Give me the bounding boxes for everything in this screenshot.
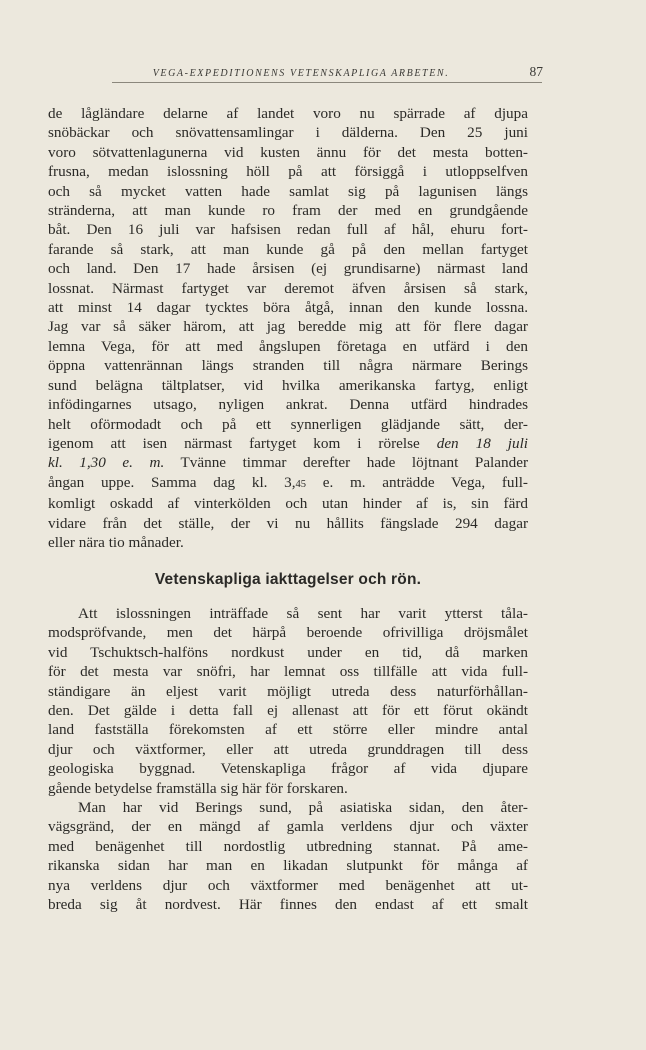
text-line: komligt oskadd af vinterkölden och utan hinder af is, sin färd bbox=[48, 495, 528, 513]
italic-date: den 18 juli bbox=[436, 434, 529, 452]
text-line: lossnat. Närmast fartyget var deremot äfven årsisen så stark, bbox=[48, 279, 528, 297]
text-line: frusna, medan islossning höll på att försiggå i utloppselfven bbox=[48, 163, 528, 181]
italic-time: kl. 1,30 e. m. bbox=[48, 454, 165, 472]
text-line: gående betydelse framställa sig här för forskaren. bbox=[48, 779, 348, 797]
text-segment: e. m. anträdde Vega, full- bbox=[306, 473, 528, 491]
paragraph-2 bbox=[48, 604, 528, 798]
text-line: farande så stark, att man kunde gå på den mellan fartyget bbox=[48, 240, 528, 258]
text-line: vid Tschuktsch-halföns nordkust under en tid, då marken bbox=[48, 643, 528, 661]
text-line: stränderna, att man kunde ro fram der med en grundgående bbox=[48, 202, 528, 220]
text-line: och land. Den 17 hade årsisen (ej grundisarne) närmast land bbox=[48, 260, 528, 278]
text-line: helt oförmodadt och på ett synnerligen glädjande sätt, der- bbox=[48, 415, 528, 433]
text-line: infödingarnes utsago, nyligen ankrat. Denna utfärd hindrades bbox=[48, 396, 528, 414]
text-line: att minst 14 dagar tycktes böra åtgå, innan den kunde lossna. bbox=[48, 299, 528, 317]
text-line: båt. Den 16 juli var hafsisen redan full af hål, ehuru fort- bbox=[48, 221, 528, 239]
text-line: land fastställa förekomsten af ett större eller mindre antal bbox=[48, 721, 528, 739]
header-rule bbox=[112, 82, 542, 83]
text-line: modspröfvande, men det härpå beroende ofrivilliga dröjsmålet bbox=[48, 624, 528, 642]
text-segment: Tvänne timmar derefter hade löjtnant Palander bbox=[164, 454, 529, 472]
text-segment: igenom att isen närmast fartyget kom i rörelse bbox=[48, 434, 420, 452]
text-line: Att islossningen inträffade så sent har varit ytterst tåla- bbox=[78, 605, 528, 622]
text-line: sund belägna tältplatser, vid hvilka amerikanska fartyg, enligt bbox=[48, 376, 528, 394]
paragraph-3 bbox=[48, 798, 528, 914]
text-line: den. Det gälde i detta fall ej allenast att för ett förut okändt bbox=[48, 702, 528, 720]
running-title: VEGA-EXPEDITIONENS VETENSKAPLIGA ARBETEN. bbox=[152, 68, 450, 79]
text-line: Jag var så säker härom, att jag beredde mig att för flere dagar bbox=[48, 318, 528, 336]
small-figures: 45 bbox=[295, 478, 307, 490]
page-number: 87 bbox=[529, 64, 543, 79]
paragraph-1 bbox=[48, 104, 528, 552]
text-line bbox=[48, 473, 528, 494]
text-line: de lågländare delarne af landet voro nu spärrade af djupa bbox=[48, 105, 528, 122]
text-line: djur och växtformer, eller att utreda grunddragen till dess bbox=[48, 740, 528, 758]
text-line bbox=[48, 434, 528, 453]
text-line: Man har vid Berings sund, på asiatiska sidan, den åter- bbox=[78, 799, 528, 816]
text-line: nya verldens djur och växtformer med benägenhet att ut- bbox=[48, 876, 528, 894]
text-line: rikanska sidan har man en likadan slutpunkt för många af bbox=[48, 857, 528, 875]
section-heading: Vetenskapliga iakttagelser och rön. bbox=[154, 571, 422, 588]
text-line: lemna Vega, för att med ångslupen företaga en utfärd i den bbox=[48, 337, 528, 355]
text-segment: ångan uppe. Samma dag kl. 3, bbox=[48, 473, 296, 491]
text-line: snöbäckar och snövattensamlingar i dälderna. Den 25 juni bbox=[48, 124, 528, 142]
text-line: för det mesta var snöfri, har lemnat oss tillfälle att vida full- bbox=[48, 663, 528, 681]
text-line: breda sig åt nordvest. Här finnes den endast af ett smalt bbox=[48, 896, 528, 914]
text-line: och så mycket vatten hade samlat sig på lagunisen längs bbox=[48, 182, 528, 200]
text-line: öppna vattenrännan längs stranden till några närmare Berings bbox=[48, 357, 528, 375]
text-line: vidare från det ställe, der vi nu hållits fängslade 294 dagar bbox=[48, 514, 528, 532]
text-line: med benägenhet till nordostlig utbredning stannat. På ame- bbox=[48, 837, 528, 855]
text-line: eller nära tio månader. bbox=[48, 533, 184, 551]
text-line: ständigare än eljest varit möjligt utreda dess naturförhållan- bbox=[48, 682, 528, 700]
text-line: voro sötvattenlagunerna vid kusten ännu för det mesta botten- bbox=[48, 143, 528, 161]
text-line: vägsgränd, der en mängd af gamla verldens djur och växter bbox=[48, 818, 528, 836]
text-line bbox=[48, 453, 528, 472]
text-line: geologiska byggnad. Vetenskapliga frågor af vida djupare bbox=[48, 760, 528, 778]
